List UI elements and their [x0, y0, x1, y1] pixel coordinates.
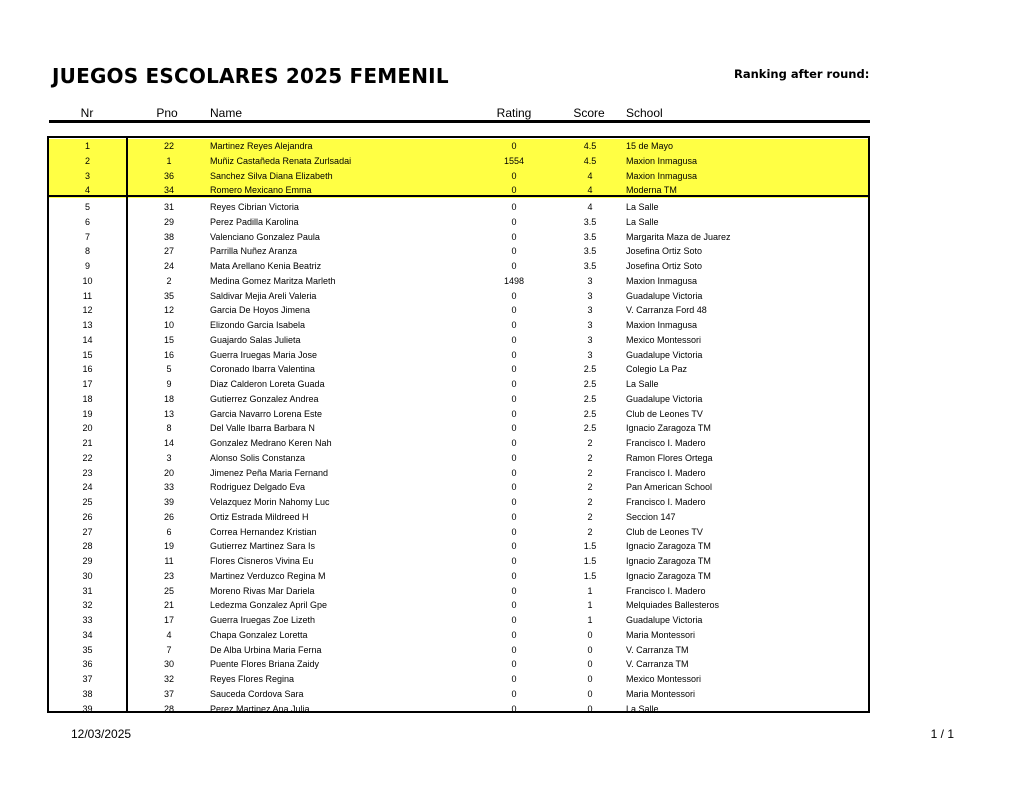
cell-score: 1.5: [583, 570, 597, 581]
cell-name: Garcia Navarro Lorena Este: [210, 408, 323, 419]
cell-school: Francisco I. Madero: [626, 585, 706, 596]
cell-pno: 1: [166, 155, 172, 166]
cell-nr: 5: [84, 202, 90, 212]
cell-school: Moderna TM: [626, 185, 677, 196]
cell-school: La Salle: [626, 703, 659, 714]
cell-name: Puente Flores Briana Zaidy: [210, 659, 320, 670]
cell-nr: 14: [82, 334, 93, 345]
cell-rating: 0: [511, 408, 517, 419]
cell-pno: 3: [166, 452, 172, 463]
cell-name: Coronado Ibarra Valentina: [210, 364, 315, 375]
cell-pno: 18: [163, 393, 174, 404]
cell-nr: 32: [82, 600, 93, 611]
cell-school: V. Carranza Ford 48: [626, 305, 707, 316]
cell-nr: 37: [82, 674, 93, 684]
cell-nr: 4: [84, 185, 90, 196]
cell-nr: 33: [82, 615, 93, 625]
cell-name: Velazquez Morin Nahomy Luc: [210, 497, 330, 507]
cell-rating: 0: [511, 674, 517, 684]
cell-nr: 25: [82, 497, 93, 507]
cell-name: Parrilla Nuñez Aranza: [210, 246, 298, 257]
cell-name: Jimenez Peña Maria Fernand: [210, 467, 329, 478]
standings-table: [47, 136, 870, 713]
cell-score: 4: [587, 170, 593, 181]
cell-nr: 39: [82, 703, 93, 714]
cell-school: Club de Leones TV: [626, 526, 703, 537]
table-row: [49, 274, 868, 289]
cell-score: 0: [587, 644, 593, 655]
footer-date: 12/03/2025: [71, 727, 132, 741]
cell-score: 3.5: [583, 216, 597, 227]
column-header-name: Name: [210, 106, 243, 120]
cell-rating: 0: [511, 423, 517, 434]
cell-rating: 0: [511, 379, 517, 389]
cell-pno: 20: [163, 467, 174, 478]
cell-school: 15 de Mayo: [626, 141, 674, 151]
cell-pno: 17: [163, 615, 174, 625]
cell-score: 3: [587, 275, 593, 286]
cell-name: De Alba Urbina Maria Ferna: [210, 644, 322, 655]
cell-nr: 29: [82, 556, 93, 566]
table-row: [49, 139, 868, 154]
cell-name: Gutierrez Gonzalez Andrea: [210, 393, 319, 404]
cell-school: V. Carranza TM: [626, 659, 689, 670]
cell-rating: 0: [511, 703, 517, 714]
cell-rating: 0: [511, 629, 517, 640]
cell-rating: 0: [511, 185, 517, 196]
cell-nr: 11: [82, 290, 93, 301]
cell-pno: 34: [163, 185, 174, 196]
cell-name: Sauceda Cordova Sara: [210, 688, 304, 699]
cell-school: La Salle: [626, 216, 659, 227]
cell-score: 2: [587, 438, 593, 448]
cell-rating: 0: [511, 290, 517, 301]
cell-score: 4.5: [583, 155, 597, 166]
cell-score: 2.5: [583, 379, 597, 389]
cell-school: Maria Montessori: [626, 629, 696, 640]
cell-score: 1.5: [583, 541, 597, 552]
cell-score: 2.5: [583, 393, 597, 404]
cell-name: Rodriguez Delgado Eva: [210, 482, 306, 493]
cell-nr: 23: [82, 467, 93, 478]
table-row: [49, 495, 868, 510]
cell-pno: 23: [163, 570, 174, 581]
cell-name: Ledezma Gonzalez April Gpe: [210, 600, 328, 611]
table-row: [49, 289, 868, 304]
cell-rating: 0: [511, 202, 517, 212]
cell-school: Maxion Inmagusa: [626, 275, 698, 286]
cell-pno: 28: [163, 703, 174, 714]
cell-score: 3: [587, 320, 593, 330]
cell-nr: 10: [82, 275, 93, 286]
table-row: [49, 333, 868, 348]
cell-school: Guadalupe Victoria: [626, 393, 703, 404]
cell-score: 0: [587, 703, 593, 714]
cell-score: 0: [587, 674, 593, 684]
cell-score: 0: [587, 659, 593, 670]
cell-score: 3: [587, 290, 593, 301]
cell-name: Alonso Solis Constanza: [210, 452, 306, 463]
cell-school: Mexico Montessori: [626, 674, 702, 684]
cell-rating: 0: [511, 511, 517, 522]
cell-score: 3: [587, 334, 593, 345]
cell-nr: 19: [82, 408, 93, 419]
cell-rating: 0: [511, 261, 517, 271]
cell-nr: 22: [82, 452, 93, 463]
cell-name: Gutierrez Martinez Sara Is: [210, 541, 316, 552]
cell-school: Ignacio Zaragoza TM: [626, 570, 711, 581]
cell-pno: 8: [166, 423, 172, 434]
cell-pno: 16: [163, 349, 174, 360]
table-row: [49, 598, 868, 613]
cell-rating: 1554: [503, 155, 525, 166]
cell-school: Josefina Ortiz Soto: [626, 261, 703, 271]
cell-school: Ramon Flores Ortega: [626, 452, 713, 463]
cell-pno: 31: [163, 202, 174, 212]
cell-pno: 38: [163, 231, 174, 242]
table-row: [49, 687, 868, 702]
cell-pno: 5: [166, 364, 172, 375]
cell-name: Diaz Calderon Loreta Guada: [210, 379, 325, 389]
cell-nr: 21: [82, 438, 93, 448]
cell-school: Guadalupe Victoria: [626, 290, 703, 301]
cell-rating: 0: [511, 320, 517, 330]
cell-nr: 13: [82, 320, 93, 330]
table-row: [49, 169, 868, 184]
table-row: [49, 362, 868, 377]
table-row: [49, 318, 868, 333]
page-title: JUEGOS ESCOLARES 2025 FEMENIL: [52, 64, 449, 88]
cell-nr: 36: [82, 659, 93, 670]
cell-pno: 37: [163, 688, 174, 699]
cell-school: Josefina Ortiz Soto: [626, 246, 703, 257]
cell-rating: 0: [511, 438, 517, 448]
cell-score: 2: [587, 482, 593, 493]
cell-name: Reyes Flores Regina: [210, 674, 295, 684]
cell-rating: 0: [511, 349, 517, 360]
cell-rating: 0: [511, 659, 517, 670]
table-row: [49, 702, 868, 717]
cell-score: 4: [587, 202, 593, 212]
table-row: [49, 348, 868, 363]
cell-pno: 33: [163, 482, 174, 493]
table-row: [49, 244, 868, 259]
cell-rating: 0: [511, 467, 517, 478]
cell-pno: 30: [163, 659, 174, 670]
cell-school: Ignacio Zaragoza TM: [626, 556, 711, 566]
table-row: [49, 480, 868, 495]
cell-rating: 0: [511, 556, 517, 566]
cell-nr: 31: [82, 585, 93, 596]
table-row: [49, 643, 868, 658]
cell-name: Garcia De Hoyos Jimena: [210, 305, 311, 316]
cell-pno: 39: [163, 497, 174, 507]
cell-nr: 3: [84, 170, 90, 181]
cell-score: 3: [587, 305, 593, 316]
cell-score: 4.5: [583, 141, 597, 151]
cell-school: Maxion Inmagusa: [626, 320, 698, 330]
table-row: [49, 451, 868, 466]
table-row: [49, 230, 868, 245]
ranking-label: Ranking after round:: [734, 67, 870, 81]
table-row: [49, 466, 868, 481]
cell-name: Reyes Cibrian Victoria: [210, 202, 299, 212]
cell-school: Francisco I. Madero: [626, 467, 706, 478]
cell-school: Guadalupe Victoria: [626, 349, 703, 360]
cell-score: 1: [587, 615, 593, 625]
table-row: [49, 657, 868, 672]
cell-school: Mexico Montessori: [626, 334, 702, 345]
cell-name: Saldivar Mejia Areli Valeria: [210, 290, 317, 301]
cell-nr: 8: [84, 246, 90, 257]
cell-nr: 20: [82, 423, 93, 434]
cell-school: La Salle: [626, 379, 659, 389]
cell-name: Flores Cisneros Vivina Eu: [210, 556, 314, 566]
cell-pno: 32: [163, 674, 174, 684]
cell-pno: 7: [166, 644, 172, 655]
cell-pno: 2: [166, 275, 172, 286]
cell-rating: 0: [511, 334, 517, 345]
cell-name: Muñiz Castañeda Renata Zurlsadai: [210, 155, 352, 166]
cell-score: 3.5: [583, 246, 597, 257]
cell-school: Francisco I. Madero: [626, 497, 706, 507]
cell-score: 1.5: [583, 556, 597, 566]
cell-name: Guerra Iruegas Maria Jose: [210, 349, 318, 360]
cell-rating: 0: [511, 585, 517, 596]
cell-nr: 34: [82, 629, 93, 640]
cell-school: Francisco I. Madero: [626, 438, 706, 448]
cell-nr: 15: [82, 349, 93, 360]
cell-score: 3.5: [583, 261, 597, 271]
cell-school: Guadalupe Victoria: [626, 615, 703, 625]
cell-name: Mata Arellano Kenia Beatriz: [210, 261, 322, 271]
cell-rating: 0: [511, 526, 517, 537]
table-row: [49, 154, 868, 169]
cell-rating: 0: [511, 216, 517, 227]
cell-pno: 27: [163, 246, 174, 257]
cell-score: 1: [587, 585, 593, 596]
cell-pno: 9: [166, 379, 172, 389]
cell-rating: 0: [511, 615, 517, 625]
cell-school: V. Carranza TM: [626, 644, 689, 655]
cell-score: 2: [587, 467, 593, 478]
cell-name: Guerra Iruegas Zoe Lizeth: [210, 615, 316, 625]
table-row: [49, 259, 868, 274]
table-row: [49, 510, 868, 525]
cell-name: Chapa Gonzalez Loretta: [210, 629, 308, 640]
cell-name: Martinez Reyes Alejandra: [210, 141, 313, 151]
cell-school: Ignacio Zaragoza TM: [626, 541, 711, 552]
cell-name: Moreno Rivas Mar Dariela: [210, 585, 315, 596]
cell-score: 2.5: [583, 408, 597, 419]
cell-name: Valenciano Gonzalez Paula: [210, 231, 320, 242]
cell-name: Gonzalez Medrano Keren Nah: [210, 438, 332, 448]
cell-nr: 12: [82, 305, 93, 316]
cell-pno: 15: [163, 334, 174, 345]
cell-name: Sanchez Silva Diana Elizabeth: [210, 170, 333, 181]
cell-name: Elizondo Garcia Isabela: [210, 320, 306, 330]
cell-pno: 21: [163, 600, 174, 611]
cell-rating: 0: [511, 305, 517, 316]
cell-nr: 2: [84, 155, 90, 166]
table-row: [49, 525, 868, 540]
table-row: [49, 672, 868, 687]
table-row: [49, 377, 868, 392]
table-row: [49, 200, 868, 215]
cell-score: 2.5: [583, 364, 597, 375]
cell-rating: 0: [511, 600, 517, 611]
cell-score: 2.5: [583, 423, 597, 434]
cell-pno: 6: [166, 526, 172, 537]
cell-nr: 18: [82, 393, 93, 404]
table-row: [49, 407, 868, 422]
table-row: [49, 303, 868, 318]
cell-nr: 26: [82, 511, 93, 522]
cell-pno: 36: [163, 170, 174, 181]
cell-pno: 11: [164, 556, 174, 566]
cell-nr: 17: [82, 379, 93, 389]
cell-name: Medina Gomez Maritza Marleth: [210, 275, 336, 286]
table-row: [49, 215, 868, 230]
cell-score: 2: [587, 526, 593, 537]
footer-page-number: 1 / 1: [930, 727, 954, 741]
cell-rating: 0: [511, 170, 517, 181]
table-row: [49, 436, 868, 451]
cell-pno: 13: [163, 408, 174, 419]
table-row: [49, 392, 868, 407]
cell-nr: 30: [82, 570, 93, 581]
cell-school: Maxion Inmagusa: [626, 155, 698, 166]
cell-nr: 9: [84, 261, 90, 271]
cell-rating: 0: [511, 364, 517, 375]
cell-score: 0: [587, 629, 593, 640]
cell-rating: 0: [511, 482, 517, 493]
cell-rating: 0: [511, 688, 517, 699]
cell-pno: 10: [163, 320, 174, 330]
cell-nr: 24: [82, 482, 93, 493]
cell-nr: 7: [84, 231, 90, 242]
cell-nr: 38: [82, 688, 93, 699]
standings-rows: [49, 139, 868, 716]
cell-school: Maxion Inmagusa: [626, 170, 698, 181]
column-header-pno: Pno: [156, 106, 178, 120]
cell-score: 3: [587, 349, 593, 360]
table-row: [49, 628, 868, 643]
cell-nr: 35: [82, 644, 93, 655]
column-divider: [126, 138, 128, 711]
cell-rating: 0: [511, 141, 517, 151]
cell-pno: 29: [163, 216, 174, 227]
cell-school: Margarita Maza de Juarez: [626, 231, 731, 242]
cell-nr: 28: [82, 541, 93, 552]
cell-name: Martinez Verduzco Regina M: [210, 570, 326, 581]
cell-nr: 6: [84, 216, 90, 227]
cell-rating: 0: [511, 497, 517, 507]
cell-school: Ignacio Zaragoza TM: [626, 423, 711, 434]
cell-school: Seccion 147: [626, 511, 676, 522]
cell-rating: 0: [511, 570, 517, 581]
cell-name: Correa Hernandez Kristian: [210, 526, 317, 537]
cell-pno: 22: [163, 141, 174, 151]
cell-name: Perez Padilla Karolina: [210, 216, 299, 227]
cell-score: 2: [587, 511, 593, 522]
cell-score: 4: [587, 185, 593, 196]
cell-pno: 24: [163, 261, 174, 271]
cell-score: 1: [587, 600, 593, 611]
highlight-divider: [49, 195, 868, 197]
cell-school: Melquiades Ballesteros: [626, 600, 720, 611]
cell-name: Romero Mexicano Emma: [210, 185, 312, 196]
column-header-school: School: [626, 106, 663, 120]
cell-name: Guajardo Salas Julieta: [210, 334, 301, 345]
cell-name: Perez Martinez Ana Julia: [210, 703, 310, 714]
cell-rating: 0: [511, 452, 517, 463]
table-row: [49, 421, 868, 436]
cell-nr: 27: [82, 526, 93, 537]
cell-rating: 0: [511, 231, 517, 242]
cell-name: Del Valle Ibarra Barbara N: [210, 423, 315, 434]
cell-rating: 1498: [503, 275, 525, 286]
table-row: [49, 539, 868, 554]
cell-score: 2: [587, 452, 593, 463]
cell-rating: 0: [511, 541, 517, 552]
table-row: [49, 569, 868, 584]
cell-rating: 0: [511, 246, 517, 257]
cell-nr: 1: [84, 141, 90, 151]
cell-nr: 16: [82, 364, 93, 375]
header-divider: [49, 120, 870, 123]
cell-pno: 35: [163, 290, 174, 301]
cell-rating: 0: [511, 393, 517, 404]
cell-pno: 12: [163, 305, 174, 316]
cell-rating: 0: [511, 644, 517, 655]
cell-school: La Salle: [626, 202, 659, 212]
cell-school: Maria Montessori: [626, 688, 696, 699]
cell-score: 3.5: [583, 231, 597, 242]
cell-pno: 26: [163, 511, 174, 522]
column-header-nr: Nr: [80, 106, 94, 120]
column-header-score: Score: [573, 106, 605, 120]
cell-school: Club de Leones TV: [626, 408, 703, 419]
table-row: [49, 554, 868, 569]
cell-name: Ortiz Estrada Mildreed H: [210, 511, 309, 522]
cell-pno: 4: [166, 629, 172, 640]
cell-school: Pan American School: [626, 482, 713, 493]
column-header-rating: Rating: [496, 106, 532, 120]
cell-pno: 25: [163, 585, 174, 596]
table-row: [49, 584, 868, 599]
cell-school: Colegio La Paz: [626, 364, 688, 375]
cell-pno: 14: [163, 438, 174, 448]
cell-score: 2: [587, 497, 593, 507]
cell-score: 0: [587, 688, 593, 699]
cell-pno: 19: [163, 541, 174, 552]
table-row: [49, 613, 868, 628]
